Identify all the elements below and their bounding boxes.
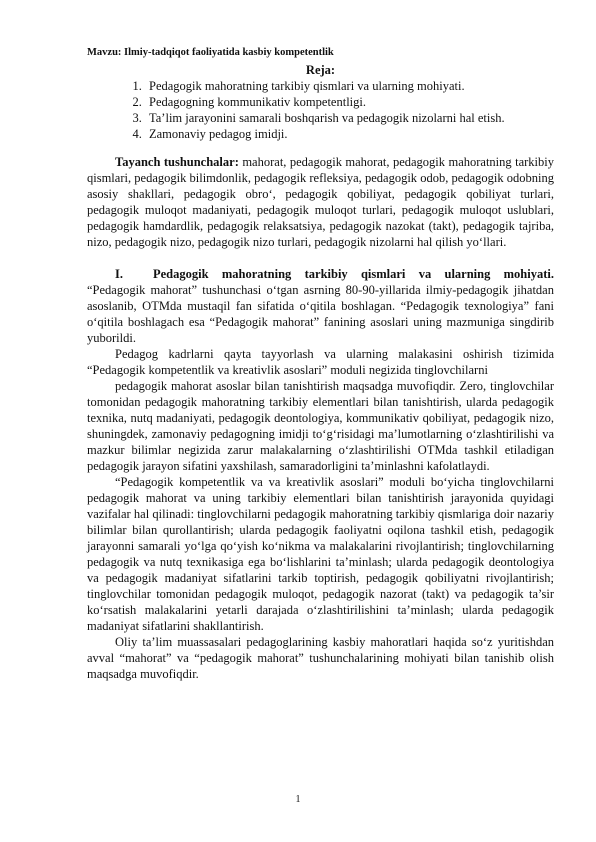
topic-heading: Mavzu: Ilmiy-tadqiqot faoliyatida kasbiy kompetentlik bbox=[87, 47, 334, 58]
section-title: Pedagogik mahoratning tarkibiy qismlari va ularning mohiyati. bbox=[153, 267, 554, 281]
spacer bbox=[87, 250, 554, 266]
keywords-label: Tayanch tushunchalar: bbox=[115, 155, 239, 169]
keywords-text: mahorat, pedagogik mahorat, pedagogik mahoratning tarkibiy qismlari, pedagogik bilimdonlik, pedagogik refleksiya, pedagogik odob, pedagogik odobning asosiy shakllari, pedagogik obro‘, pedagogik qobiliyat, pedagogik qobiliyat turlari, pedagogik muloqot madaniyati, pedagogik muloqot turlari, pedagogik muloqot uslublari, pedagogik hamdardlik, pedagogik relaksatsiya, pedagogik nazokat (takt), pedagogik tajriba, nizo, pedagogik nizo, pedagogik nizo turlari, pedagogik nizolarni hal qilish yo‘llari. bbox=[87, 155, 554, 249]
document-page bbox=[87, 46, 554, 682]
plan-list bbox=[87, 78, 554, 142]
plan-item: 3. Ta’lim jarayonini samarali boshqarish va pedagogik nizolarni hal etish. bbox=[145, 110, 554, 126]
plan-item: 4. Zamonaviy pedagog imidji. bbox=[145, 126, 554, 142]
section-paragraph bbox=[87, 266, 554, 346]
body-paragraph: Pedagog kadrlarni qayta tayyorlash va ularning malakasini oshirish tizimida “Pedagogik kompetentlik va kreativlik asoslari” moduli negizida tinglovchilarni bbox=[87, 347, 554, 377]
plan-item: 1. Pedagogik mahoratning tarkibiy qismlari va ularning mohiyati. bbox=[145, 78, 554, 94]
plan-item: 2. Pedagogning kommunikativ kompetentligi. bbox=[145, 94, 554, 110]
body-paragraph: Oliy ta’lim muassasalari pedagoglarining kasbiy mahoratlari haqida so‘z yuritishdan avval “mahorat” va “pedagogik mahorat” tushunchalarining mohiyati bilan tanishib olish maqsadga muvofiqdir. bbox=[87, 635, 554, 681]
section-intro-text: “Pedagogik mahorat” tushunchasi o‘tgan asrning 80-90-yillarida ilmiy-pedagogik jihatdan asoslanib, OTMda mustaqil fan sifatida o‘qitila boshlagan. “Pedagogik texnologiya” fani o‘qitila boshlagach esa “Pedagogik mahorat” fanining asoslari uning mazmuniga singdirib yuborildi. bbox=[87, 283, 554, 345]
section-number: I. bbox=[115, 267, 123, 281]
plan-title: Reja: bbox=[305, 63, 336, 77]
body-paragraph: pedagogik mahorat asoslar bilan tanishtirish maqsadga muvofiqdir. Zero, tinglovchilar tomonidan pedagogik mahoratning tarkibiy elementlari bilan tanishtirish, ularda pedagogik texnika, nutq madaniyati, pedagogik deontologiya, kommunikativ qobiliyat, pedagogik nizo, shuningdek, zamonaviy pedagogning imidji to‘g‘risidagi ma’lumotlarning o‘zlashtirilishi va mazkur bilimlar negizida zarur malakalarning o‘zlashtirilishi OTMda tashkil etiladigan pedagogik jarayon sifatini yaxshilash, samaradorligini ta’minlashni kafolatlaydi. bbox=[87, 379, 554, 473]
page-number: 1 bbox=[295, 794, 301, 805]
body-paragraph: “Pedagogik kompetentlik va va kreativlik asoslari” moduli bo‘yicha tinglovchilarni pedagogik mahorat va uning tarkibiy elementlari bilan tanishtirish jarayonida quyidagi vazifalar hal qilinadi: tinglovchilarni pedagogik mahoratning tarkibiy qismlariga doir nazariy bilimlar bilan qurollantirish; ularda pedagogik faoliyatni oqilona tashkil etish, pedagogik jarayonni samarali yo‘lga qo‘yish ko‘nikma va malakalarini rivojlantirish; tinglovchilarning pedagogik va nutq texnikasiga ega bo‘lishlarini ta’minlash; ularda pedagogik deontologiya va pedagogik madaniyat sifatlarini tarkib toptirish, pedagogik qobiliyatni rivojlantirish; tinglovchilar tomonidan pedagogik muloqot, pedagogik nazorat (takt) va pedagogik ta’sir ko‘rsatish malakalarini yetarli darajada o‘zlashtirilishini ta’minlash; ularda pedagogik madaniyat sifatlarini shakllantirish. bbox=[87, 475, 554, 633]
keywords-paragraph bbox=[87, 154, 554, 250]
